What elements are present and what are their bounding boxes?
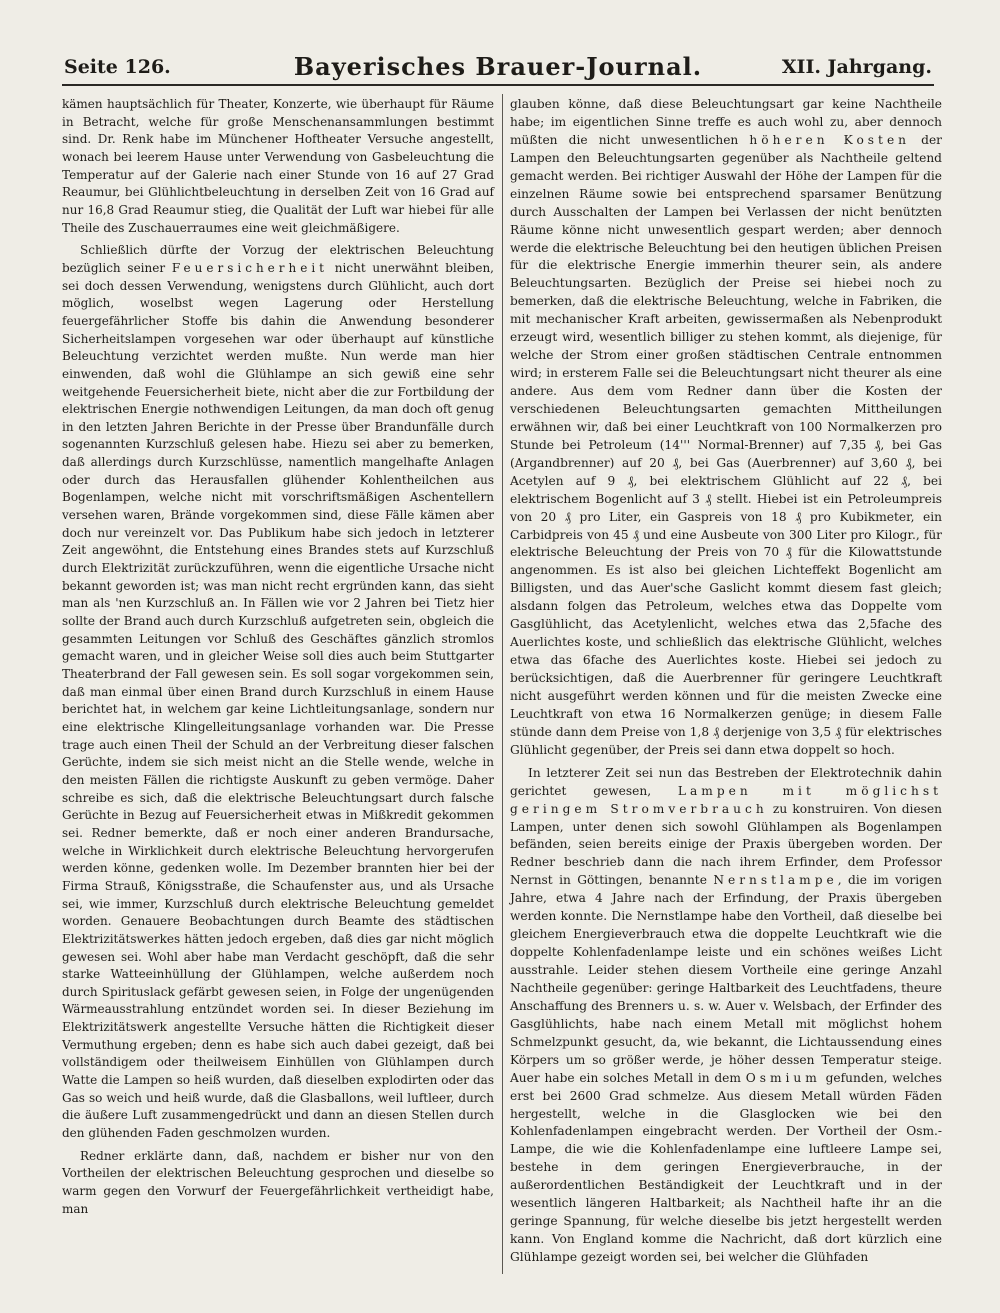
paragraph: Redner erklärte dann, daß, nachdem er bisher nur von den Vortheilen der elektrischen Beleuchtung gesprochen und dieselbe so warm gegen den Vorwurf der Feuergefährlichkeit vertheidigt habe, man [62,1148,494,1216]
paragraph [62,242,494,1142]
paragraph [510,96,942,760]
text-run: glauben könne, daß diese Beleuchtungsart gar keine Nachtheile habe; im eigentlichen Sinne treffe es auch wohl zu, aber dennoch müßten die nicht unwesentlichen [510,97,942,147]
emphasis-spaced: Feuersicherheit [171,260,329,275]
text-run: nicht unerwähnt bleiben, sei doch dessen Verwendung, wenigstens durch Glühlicht, auch dort möglich, woselbst wegen Lagerung oder Herstellung feuergefährlicher Stoffe bis dahin die Anwendung besonderer Sicherheitslampen vorgesehen war oder überhaupt auf künstliche Beleuchtung verzichtet werden mußte. Nun werde man hier einwenden, daß wohl die Glühlampe an sich gewiß eine sehr weitgehende Feuersicherheit biete, nicht aber die zur Fortbildung der elektrischen Energie nothwendigen Leitungen, da man doch oft genug in den letzten Jahren Berichte in der Presse über Brandunfälle durch sogenannten Kurzschluß gelesen habe. Hiezu sei aber zu bemerken, daß allerdings durch Kurzschlüsse, namentlich mangelhafte Anlagen oder durch das Herausfallen glühender Kohlentheilchen aus Bogenlampen, welche nicht mit vorschriftsmäßigen Aschentellern versehen waren, Brände vorgekommen sind, diese Fälle kämen aber doch nur vereinzelt vor. Das Publikum habe sich jedoch in letzterer Zeit angewöhnt, die Entstehung eines Brandes stets auf Kurzschluß durch Elektrizität zurückzuführen, wenn die eigentliche Ursache nicht bekannt geworden ist; was man nicht recht ergründen kann, das sieht man als 'nen Kurzschluß an. In Fällen wie vor 2 Jahren bei Tietz hier sollte der Brand auch durch Kurzschluß aufgetreten sein, obgleich die gesammten Leitungen vor Schluß des Geschäftes gänzlich stromlos gemacht waren, und in gleicher Weise soll dies auch beim Stuttgarter Theaterbrand der Fall gewesen sein. Es soll sogar vorgekommen sein, daß man einmal über einen Brand durch Kurzschluß in einem Hause berichtet hat, in welchem gar keine Lichtleitungsanlage, sondern nur eine elektrische Klingelleitungsanlage vorhanden war. Die Presse trage auch einen Theil der Schuld an der Verbreitung dieser falschen Gerüchte, indem sie sich meist nicht an die Stelle wende, welche in den meisten Fällen die richtigste Auskunft zu geben vermöge. Daher schreibe es sich, daß die elektrische Beleuchtungsart durch falsche Gerüchte in Bezug auf Feuersicherheit etwas in Mißkredit gekommen sei. Redner bemerkte, daß er noch einer anderen Brandursache, welche in Wirklichkeit durch elektrische Beleuchtung hervorgerufen werden könne, gedenken wolle. Im Dezember brannten hier bei der Firma Strauß, Königsstraße, die Schaufenster aus, und als Ursache sei, wie immer, Kurzschluß durch elektrische Beleuchtung gemeldet worden. Genauere Beobachtungen durch Beamte des städtischen Elektrizitätswerkes hätten jedoch ergeben, daß dies gar nicht möglich gewesen sei. Wohl aber habe man Verdacht geschöpft, daß die sehr starke Watteeinhüllung der Glühlampen, welche außerdem noch durch Spirituslack gefärbt gewesen seien, in Folge der ungenügenden Wärmeausstrahlung entzündet worden sei. In dieser Beziehung im Elektrizitätswerk angestellte Versuche hätten die Richtigkeit dieser Vermuthung ergeben; denn es habe sich auch dabei gezeigt, daß bei vollständigem oder theilweisem Einhüllen von Glühlampen durch Watte die Lampen so heiß wurden, daß dieselben explodirten oder das Gas so weich und heiß wurde, daß die Glasballons, weil luftleer, durch die äußere Luft zusammengedrückt und dann an diesen Stellen durch den glühenden Faden geschmolzen wurden. [62,260,494,1141]
text-run: , die im vorigen Jahre, etwa 4 Jahre nach der Erfindung, der Praxis übergeben werden konnte. Die Nernstlampe habe den Vortheil, daß dieselbe bei gleichem Energieverbrauch etwa die doppelte Leuchtkraft wie die doppelte Kohlenfadenlampe leiste und ein schönes weißes Licht ausstrahle. Leider stehen diesem Vortheile eine geringe Anzahl Nachtheile gegenüber: geringe Haltbarkeit des Leuchtfadens, theure Anschaffung des Brenners u. s. w. Auer v. Welsbach, der Erfinder des Gasglühlichts, habe nach einem Metall mit möglichst hohem Schmelzpunkt gesucht, da, wie bekannt, die Lichtaussendung eines Körpers um so größer werde, je höher dessen Temperatur steige. Auer habe ein solches Metall in dem [510,873,942,1085]
journal-title: Bayerisches Brauer-Journal. [293,52,703,81]
right-column [510,96,942,1267]
text-run: der Lampen den Beleuchtungsarten gegenüber als Nachtheile geltend gemacht werden. Bei richtiger Auswahl der Höhe der Lampen für die einzelnen Räume sowie bei entsprechend sparsamer Benützung durch Ausschalten der Lampen bei Verlassen der nicht benützten Räume könne nicht unwesentlich gespart werden; aber dennoch werde die elektrische Beleuchtung bei den heutigen üblichen Preisen für die elektrische Energie immerhin theurer sein, als andere Beleuchtungsarten. Bezüglich der Preise sei hiebei noch zu bemerken, daß die elektrische Beleuchtung, welche in Fabriken, die mit mechanischer Kraft arbeiten, gewissermaßen als Nebenprodukt erzeugt wird, wesentlich billiger zu stehen kommt, als diejenige, für welche der Strom einer großen städtischen Centrale entnommen wird; in ersterem Falle sei die Beleuchtungsart nicht theurer als eine andere. Aus dem vom Redner dann über die Kosten der verschiedenen Beleuchtungsarten gemachten Mittheilungen erwähnen wir, daß bei einer Leuchtkraft von 100 Normalkerzen pro Stunde bei Petroleum (14''' Normal-Brenner) auf 7,35 ₰, bei Gas (Argandbrenner) auf 20 ₰, bei Gas (Auerbrenner) auf 3,60 ₰, bei Acetylen auf 9 ₰, bei elektrischem Glühlicht auf 22 ₰, bei elektrischem Bogenlicht auf 3 ₰ stellt. Hiebei ist ein Petroleumpreis von 20 ₰ pro Liter, ein Gaspreis von 18 ₰ pro Kubikmeter, ein Carbidpreis von 45 ₰ und eine Ausbeute von 300 Liter pro Kilogr., für elektrische Beleuchtung der Preis von 70 ₰ für die Kilowattstunde angenommen. Es ist also bei gleichen Lichteffekt Bogenlicht am Billigsten, und das Auer'sche Gaslicht kommt diesem fast gleich; alsdann folgen das Petroleum, welches etwa das Doppelte vom Gasglühlicht, das Acetylenlicht, welches etwa das 2,5fache des Auerlichtes koste, und schließlich das elektrische Glühlicht, welches etwa das 6fache des Auerlichtes koste. Hiebei sei jedoch zu berücksichtigen, daß die Auerbrenner für geringere Leuchtkraft nicht ausgeführt werden können und für die meisten Zwecke eine Leuchtkraft von etwa 16 Normalkerzen genüge; in diesem Falle stünde dann dem Preise von 1,8 ₰ derjenige von 3,5 ₰ für elektrisches Glühlicht gegenüber, der Preis sei dann etwa doppelt so hoch. [510,132,942,757]
volume-label: XII. Jahrgang. [781,56,932,78]
text-run: zu konstruiren. Von diesen Lampen, unter denen sich sowohl Glühlampen als Bogenlampen befänden, seien bereits einige der Praxis übergeben worden. Der Redner beschrieb dann die nach ihrem Erfinder, dem Professor Nernst in Göttingen, benannte [510,801,942,888]
left-column [62,96,494,1218]
emphasis-spaced: Osmium [745,1070,821,1085]
emphasis-spaced: höheren Kosten [749,132,911,147]
text-run: In letzterer Zeit sei nun das Bestreben der Elektrotechnik dahin gerichtet gewesen, [510,765,942,798]
page-number: Seite 126. [64,56,171,78]
page-header [62,50,934,86]
text-run: gefunden, welches erst bei 2600 Grad schmelze. Aus diesem Metall würden Fäden hergestellt, welche in die Glasglocken wie bei den Kohlenfadenlampen eingebracht werden. Der Vortheil der Osm.-Lampe, die wie die Kohlenfadenlampe eine luftleere Lampe sei, bestehe in dem geringen Energieverbrauche, in der außerordentlichen Beständigkeit der Leuchtkraft und in der wesentlich längeren Haltbarkeit; als Nachtheil hafte ihr an die geringe Spannung, für welche dieselbe bis jetzt hergestellt werden kann. Von England komme die Nachricht, daß dort kürzlich eine Glühlampe gezeigt worden sei, bei welcher die Glühfaden [510,1070,942,1264]
emphasis-spaced: Lampen mit möglichst geringem Stromverbrauch [510,783,942,816]
emphasis-spaced: Nernstlampe [713,873,838,888]
paragraph [510,765,942,1267]
text-run: Schließlich dürfte der Vorzug der elektrischen Beleuchtung bezüglich seiner [62,243,494,275]
column-divider [502,94,503,1274]
paragraph: kämen hauptsächlich für Theater, Konzerte, wie überhaupt für Räume in Betracht, welche für große Menschenansammlungen bestimmt sind. Dr. Renk habe im Münchener Hoftheater Versuche angestellt, wonach bei leerem Hause unter Verwendung von Gasbeleuchtung die Temperatur auf der Galerie nach einer Stunde von 16 auf 27 Grad Reaumur, bei Glühlichtbeleuchtung in derselben Zeit von 16 Grad auf nur 16,8 Grad Reaumur stieg, die Qualität der Luft war hiebei für alle Theile des Zuschauerraumes eine weit gleichmäßigere. [62,97,494,235]
